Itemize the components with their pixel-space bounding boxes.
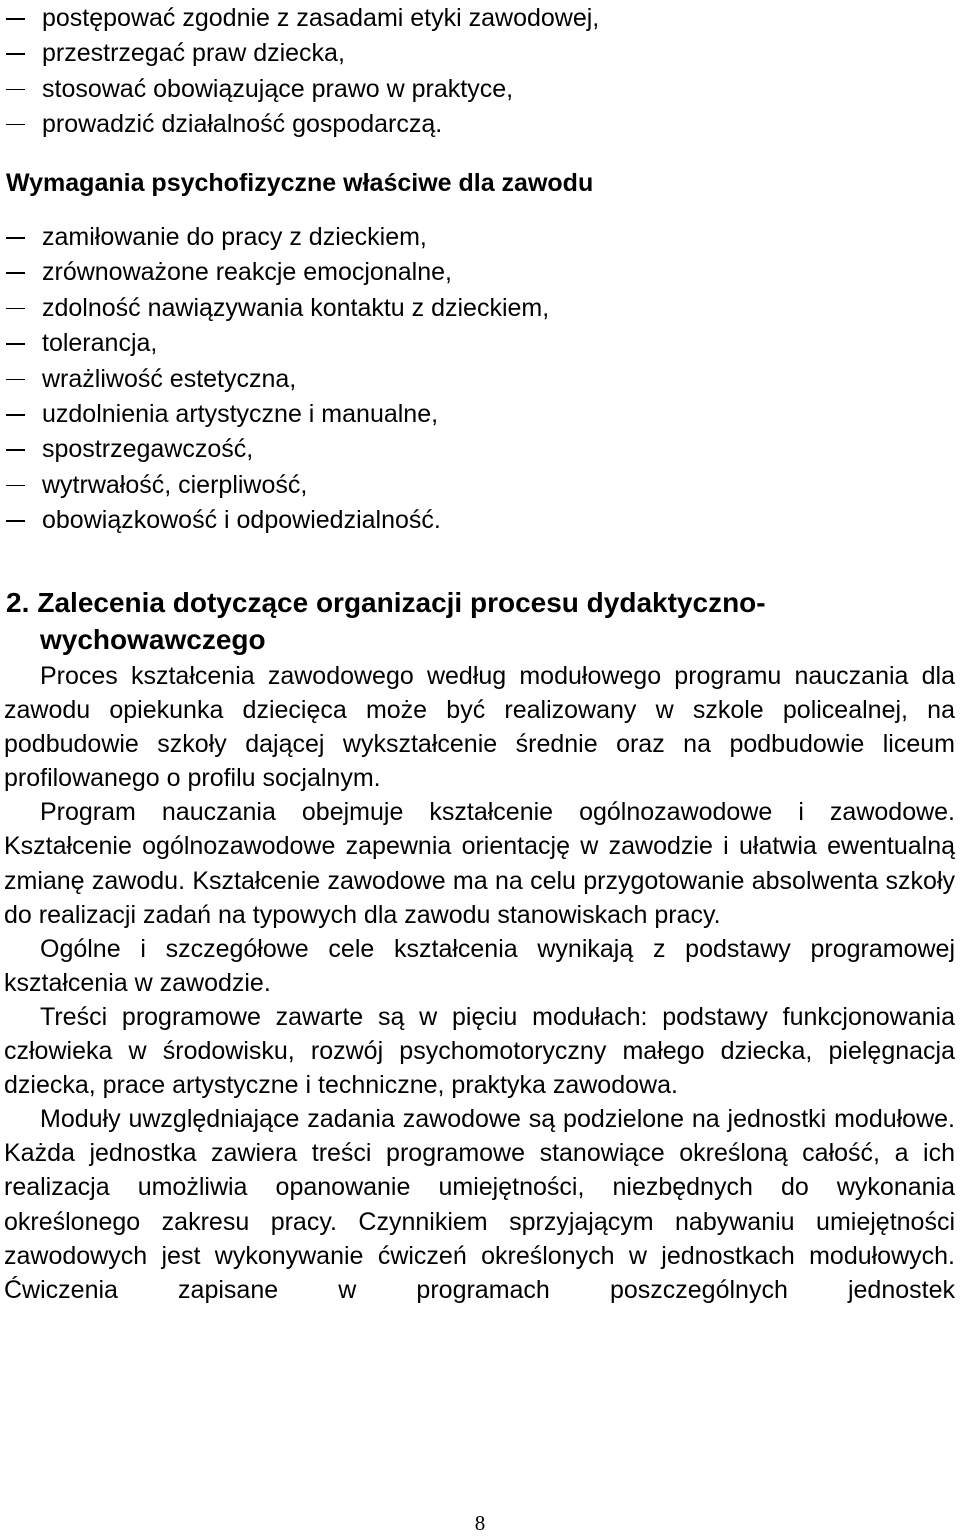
list-item-text: postępować zgodnie z zasadami etyki zawodowej, bbox=[42, 4, 600, 32]
section-title-line1: Zalecenia dotyczące organizacji procesu dydaktyczno- bbox=[37, 587, 766, 618]
dash-bullet-icon bbox=[6, 308, 25, 310]
list-item-text: uzdolnienia artystyczne i manualne, bbox=[42, 399, 439, 428]
list-item bbox=[0, 503, 549, 538]
paragraph: Moduły uwzględniające zadania zawodowe są podzielone na jednostki modułowe. Każda jednostka zawiera treści programowe stanowiące określoną całość, a ich realizacja umożliwia opanowanie umiejętności, niezbędnych do wykonania określonego zakresu pracy. Czynnikiem sprzyjającym nabywaniu umiejętności zawodowych jest wykonywanie ćwiczeń określonych w jednostkach modułowych. Ćwiczenia zapisane w programach poszczególnych jednostek bbox=[4, 1105, 955, 1304]
paragraph: Treści programowe zawarte są w pięciu modułach: podstawy funkcjonowania człowieka w środowisku, rozwój psychomotoryczny małego dziecka, pielęgnacja dziecka, prace artystyczne i techniczne, praktyka zawodowa. bbox=[4, 1002, 955, 1100]
list-item bbox=[0, 291, 549, 326]
list-item-text: prowadzić działalność gospodarczą. bbox=[42, 109, 443, 138]
list-item bbox=[0, 397, 549, 432]
paragraph: Ogólne i szczegółowe cele kształcenia wynikają z podstawy programowej kształcenia w zawodzie. bbox=[4, 934, 955, 997]
list-item bbox=[0, 72, 599, 107]
list-item-text: przestrzegać praw dziecka, bbox=[42, 39, 345, 68]
list-item-text: zamiłowanie do pracy z dzieckiem, bbox=[42, 223, 427, 251]
competencies-list bbox=[0, 1, 599, 142]
list-item-text: wrażliwość estetyczna, bbox=[42, 364, 297, 393]
list-item-text: zrównoważone reakcje emocjonalne, bbox=[42, 258, 452, 287]
list-item-text: stosować obowiązujące prawo w praktyce, bbox=[42, 74, 514, 103]
section-body bbox=[4, 659, 955, 1307]
dash-bullet-icon bbox=[6, 272, 25, 274]
dash-bullet-icon bbox=[6, 124, 25, 126]
list-item-text: tolerancja, bbox=[42, 329, 158, 358]
dash-bullet-icon bbox=[6, 485, 25, 487]
list-item bbox=[0, 432, 549, 467]
dash-bullet-icon bbox=[6, 414, 25, 416]
dash-bullet-icon bbox=[6, 343, 25, 345]
section-title bbox=[6, 584, 916, 658]
paragraph: Proces kształcenia zawodowego według modułowego programu nauczania dla zawodu opiekunka dziecięca może być realizowany w szkole policealnej, na podbudowie szkoły dającej wykształcenie średnie oraz na podbudowie liceum profilowanego o profilu socjalnym. bbox=[4, 662, 955, 793]
page-number: 8 bbox=[474, 1511, 486, 1535]
list-item-text: spostrzegawczość, bbox=[42, 435, 254, 464]
list-item bbox=[0, 107, 599, 142]
dash-bullet-icon bbox=[6, 379, 25, 381]
list-item bbox=[0, 255, 549, 290]
list-item bbox=[0, 220, 549, 255]
psychophysical-requirements-list bbox=[0, 220, 549, 539]
dash-bullet-icon bbox=[6, 237, 25, 239]
psychophysical-requirements-heading: Wymagania psychofizyczne właściwe dla zawodu bbox=[6, 169, 594, 197]
list-item bbox=[0, 36, 599, 71]
list-item bbox=[0, 326, 549, 361]
dash-bullet-icon bbox=[6, 18, 25, 20]
dash-bullet-icon bbox=[6, 89, 25, 91]
list-item-text: wytrwałość, cierpliwość, bbox=[42, 470, 308, 499]
paragraph: Program nauczania obejmuje kształcenie ogólnozawodowe i zawodowe. Kształcenie ogólnozawodowe zapewnia orientację w zawodzie i ułatwia ewentualną zmianę zawodu. Kształcenie zawodowe ma na celu przygotowanie absolwenta szkoły do realizacji zadań na typowych dla zawodu stanowiskach pracy. bbox=[4, 798, 955, 929]
list-item bbox=[0, 362, 549, 397]
list-item-text: zdolność nawiązywania kontaktu z dzieckiem, bbox=[42, 293, 550, 322]
list-item bbox=[0, 1, 599, 36]
section-title-line2: wychowawczego bbox=[40, 624, 266, 655]
list-item-text: obowiązkowość i odpowiedzialność. bbox=[42, 506, 441, 535]
dash-bullet-icon bbox=[6, 53, 25, 55]
dash-bullet-icon bbox=[6, 449, 25, 451]
list-item bbox=[0, 468, 549, 503]
section-number: 2. bbox=[6, 587, 30, 618]
dash-bullet-icon bbox=[6, 520, 25, 522]
